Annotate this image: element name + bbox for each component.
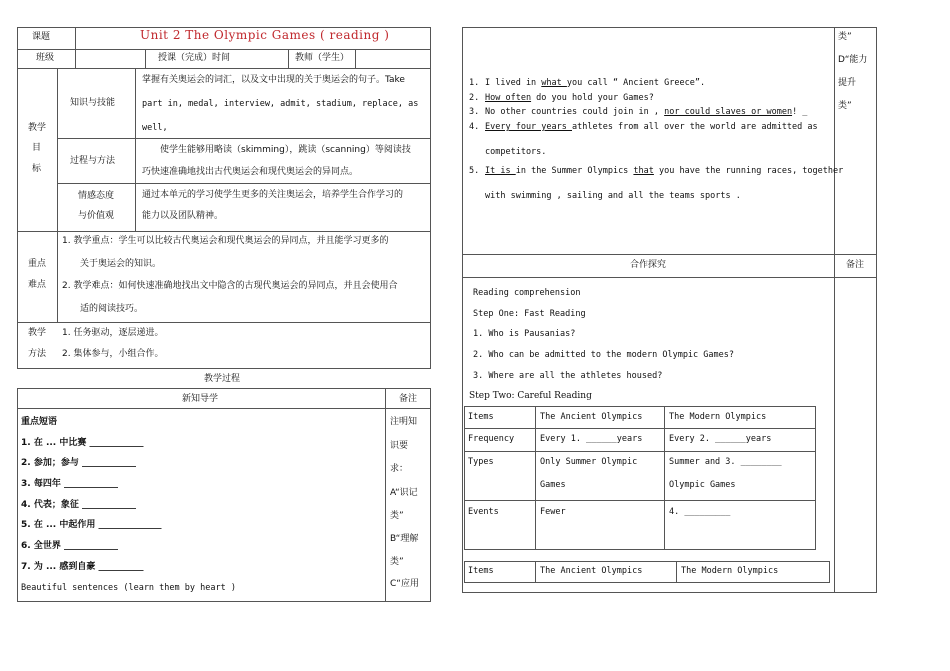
sentence-line <box>485 92 654 104</box>
phrase-7: 7. 为 ... 感到自豪 __________ <box>21 562 144 572</box>
underlined-phrase: Every four years <box>485 122 572 132</box>
attitude-line-1: 通过本单元的学习使学生更多的关注奥运会，培养学生合作学习的 <box>142 190 404 200</box>
sentence-text: No other countries could join in , <box>485 107 665 117</box>
keti-label: 课题 <box>32 32 51 42</box>
phrases-title: 重点短语 <box>21 417 58 427</box>
step-two: Step Two: Careful Reading <box>469 391 592 401</box>
td-types-modern-1: Summer and 3. ________ <box>669 457 782 467</box>
methods-line-1: 1. 任务驱动，逐层递进。 <box>62 328 164 338</box>
td-events-ancient: Fewer <box>540 507 566 517</box>
sentence-line <box>485 165 843 177</box>
underlined-phrase: nor could slaves or women <box>664 107 793 117</box>
methods-line-2: 2. 集体参与，小组合作。 <box>62 349 164 359</box>
hezuo-title: 合作探究 <box>630 260 667 270</box>
sentence-number: 4. <box>469 122 480 132</box>
note-1: 注明知 <box>390 417 418 427</box>
td-frequency: Frequency <box>468 434 515 444</box>
th2-ancient: The Ancient Olympics <box>540 566 643 576</box>
th-modern: The Modern Olympics <box>669 412 767 422</box>
sentence-text: I lived in <box>485 78 542 88</box>
question-3: 3. Where are all the athletes housed? <box>473 371 663 381</box>
td-types-ancient-1: Only Summer Olympic <box>540 457 638 467</box>
attitude-label-1: 情感态度 <box>78 191 115 201</box>
objectives-label-1: 教学 <box>28 123 47 133</box>
methods-label-1: 教学 <box>28 328 47 338</box>
sentence-text: in the Summer Olympics <box>515 166 634 176</box>
objectives-label-2: 目 <box>32 143 42 153</box>
sentence-number: 1. <box>469 78 480 88</box>
sentence-number: 3. <box>469 107 480 117</box>
question-1: 1. Who is Pausanias? <box>473 329 576 339</box>
phrase-5: 5. 在 ... 中起作用 ______________ <box>21 520 162 530</box>
sentence-text: athletes from all over the world are admitted as <box>572 122 818 132</box>
underlined-phrase: How often <box>485 93 532 103</box>
beizhu-title: 备注 <box>399 394 418 404</box>
page-title: Unit 2 The Olympic Games ( reading ) <box>140 28 390 42</box>
sentence-text: ! _ <box>792 107 808 117</box>
td-types-ancient-2: Games <box>540 480 566 490</box>
td-events-modern: 4. _________ <box>669 507 731 517</box>
process-line-2: 巧快速准确地找出古代奥运会和现代奥运会的异同点。 <box>142 167 359 177</box>
knowledge-skill-label: 知识与技能 <box>70 98 116 108</box>
th-ancient: The Ancient Olympics <box>540 412 643 422</box>
keypoints-label-1: 重点 <box>28 259 47 269</box>
keypoints-line-4: 适的阅读技巧。 <box>80 304 144 314</box>
sentences-title: Beautiful sentences (learn them by heart ) <box>21 583 236 593</box>
phrase-2: 2. 参加；参与 ____________ <box>21 458 136 468</box>
td-types-modern-2: Olympic Games <box>669 480 736 490</box>
right-note-2: D“能力 <box>838 55 868 65</box>
note-2: 识要 <box>390 441 409 451</box>
td-events: Events <box>468 507 499 517</box>
sentence-line <box>485 121 818 133</box>
phrase-3: 3. 每四年 ____________ <box>21 479 118 489</box>
keypoints-label-2: 难点 <box>28 280 47 290</box>
right-note-3: 提升 <box>838 78 857 88</box>
note-4: A“识记 <box>390 488 418 498</box>
td-frequency-modern: Every 2. ______years <box>669 434 772 444</box>
objectives-label-3: 标 <box>32 164 42 174</box>
sentence-line <box>485 77 705 89</box>
process-title: 教学过程 <box>204 374 241 384</box>
phrase-4: 4. 代表；象征 ____________ <box>21 500 136 510</box>
note-8: C“应用 <box>390 579 419 589</box>
process-method-label: 过程与方法 <box>70 156 116 166</box>
attitude-label-2: 与价值观 <box>78 211 115 221</box>
sentence-number: 5. <box>469 166 480 176</box>
xinzhi-title: 新知导学 <box>182 394 219 404</box>
th2-items: Items <box>468 566 494 576</box>
banji-label: 班级 <box>36 53 55 63</box>
note-3: 求： <box>390 464 409 474</box>
sentence-text: with swimming , sailing and all the teams sports . <box>485 191 741 201</box>
underlined-phrase: what <box>541 78 567 88</box>
note-5: 类” <box>390 511 404 521</box>
td-types: Types <box>468 457 494 467</box>
note-7: 类” <box>390 557 404 567</box>
sentence-text: do you hold your Games? <box>531 93 654 103</box>
sentence-text: you call “ Ancient Greece”. <box>566 78 706 88</box>
underlined-phrase: It is <box>485 166 516 176</box>
keypoints-line-1: 1. 教学重点：学生可以比较古代奥运会和现代奥运会的异同点，并且能学习更多的 <box>62 236 389 246</box>
methods-label-2: 方法 <box>28 349 47 359</box>
right-note-1: 类” <box>838 32 852 42</box>
keypoints-line-2: 关于奥运会的知识。 <box>80 259 162 269</box>
sentence-line <box>485 190 741 202</box>
sentence-text: competitors. <box>485 147 547 157</box>
sentence-text: you have the running races, together <box>653 166 844 176</box>
jiaoshi-label: 教师（学生） <box>295 53 350 63</box>
sentence-number: 2. <box>469 93 480 103</box>
knowledge-line-3: well, <box>142 123 168 133</box>
knowledge-line-2: part in, medal, interview, admit, stadium, replace, as <box>142 99 419 109</box>
note-6: B“理解 <box>390 534 419 544</box>
th2-modern: The Modern Olympics <box>681 566 779 576</box>
attitude-line-2: 能力以及团队精神。 <box>142 211 224 221</box>
reading-title: Reading comprehension <box>473 288 581 298</box>
step-one: Step One: Fast Reading <box>473 309 586 319</box>
phrase-6: 6. 全世界 ____________ <box>21 541 118 551</box>
question-2: 2. Who can be admitted to the modern Olympic Games? <box>473 350 734 360</box>
th-items: Items <box>468 412 494 422</box>
shouke-label: 授课（完成）时间 <box>158 53 231 63</box>
td-frequency-ancient: Every 1. ______years <box>540 434 643 444</box>
sentence-line <box>485 146 546 158</box>
underlined-phrase: that <box>633 166 654 176</box>
knowledge-line-1: 掌握有关奥运会的词汇，以及文中出现的关于奥运会的句子。Take <box>142 75 405 85</box>
right-note-4: 类” <box>838 101 852 111</box>
phrase-1: 1. 在 ... 中比赛 ____________ <box>21 438 144 448</box>
sentence-line <box>485 106 807 118</box>
process-line-1: 使学生能够用略读（skimming），跳读（scanning）等阅读技 <box>160 145 411 155</box>
right-beizhu-title: 备注 <box>846 260 865 270</box>
keypoints-line-3: 2. 教学难点：如何快速准确地找出文中隐含的古现代奥运会的异同点，并且会使用合 <box>62 281 398 291</box>
